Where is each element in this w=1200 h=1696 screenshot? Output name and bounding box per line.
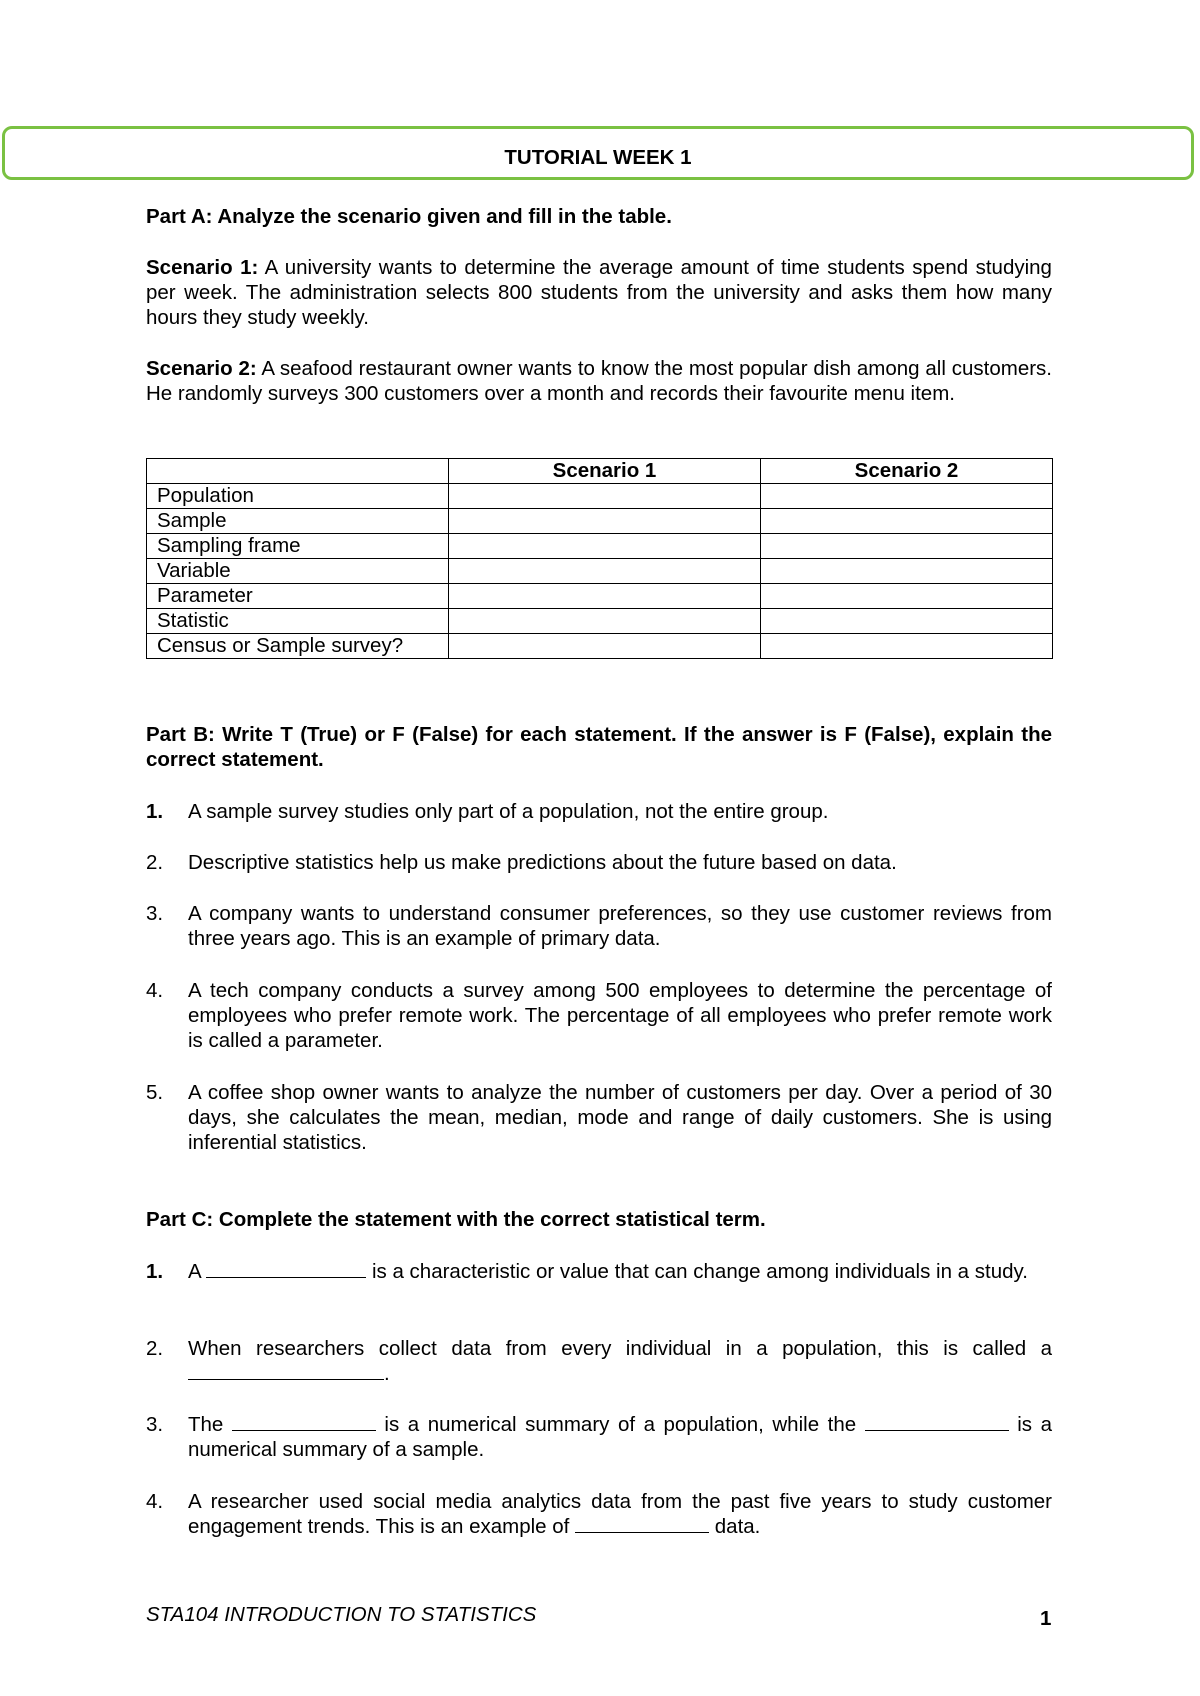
item-text: A tech company conducts a survey among 500 employees to determine the percentage of employees who prefer remote work. The percentage of all employees who prefer remote work is called a parameter. (188, 979, 1052, 1052)
table-header-cell (147, 459, 449, 484)
answer-cell[interactable] (449, 534, 761, 559)
page-number: 1 (1040, 1607, 1052, 1630)
row-label: Population (147, 484, 449, 509)
item-text-pre: The (188, 1413, 224, 1436)
table-row (147, 634, 1053, 659)
answer-cell[interactable] (761, 634, 1053, 659)
item-text-pre: A researcher used social media analytics data from the past five years to study customer engagement trends. This is an example of (188, 1490, 1052, 1538)
row-label: Statistic (147, 609, 449, 634)
item-number: 4. (146, 979, 164, 1002)
answer-cell[interactable] (449, 509, 761, 534)
item-text-mid: is a numerical summary of a population, while the (384, 1413, 857, 1436)
row-label: Sampling frame (147, 534, 449, 559)
item-text: A company wants to understand consumer preferences, so they use customer reviews from three years ago. This is an example of primary data. (188, 902, 1052, 950)
table-row (147, 509, 1053, 534)
list-item (146, 978, 1052, 1053)
answer-cell[interactable] (449, 609, 761, 634)
row-label: Sample (147, 509, 449, 534)
item-number: 1. (146, 1260, 164, 1283)
scenario-2 (146, 356, 1052, 406)
list-item (146, 1336, 1052, 1386)
list-item (146, 850, 1052, 875)
title-box (2, 126, 1194, 180)
item-text (188, 1489, 1052, 1539)
table-row (147, 584, 1053, 609)
table-header-cell: Scenario 2 (761, 459, 1053, 484)
item-text-post: is a numerical summary of a sample. (188, 1413, 1052, 1461)
item-number: 2. (146, 851, 164, 874)
table-header-cell: Scenario 1 (449, 459, 761, 484)
answer-blank[interactable] (206, 1259, 366, 1278)
answer-cell[interactable] (761, 559, 1053, 584)
item-text-post: . (384, 1362, 390, 1385)
answer-cell[interactable] (761, 509, 1053, 534)
list-item (146, 1489, 1052, 1539)
list-item (146, 1412, 1052, 1462)
footer-course: STA104 INTRODUCTION TO STATISTICS (146, 1603, 537, 1626)
answer-cell[interactable] (449, 559, 761, 584)
part-a-heading: Part A: Analyze the scenario given and fill in the table. (146, 205, 672, 228)
list-item (146, 799, 1052, 824)
item-text: A coffee shop owner wants to analyze the number of customers per day. Over a period of 30 days, she calculates the mean, median, mode and range of daily customers. She is using inferential statistics. (188, 1081, 1052, 1154)
scenario-table (146, 458, 1053, 659)
table-header-row (147, 459, 1053, 484)
scenario-1-text: A university wants to determine the average amount of time students spend studying per week. The administration selects 800 students from the university and asks them how many hours they study weekly. (146, 256, 1052, 329)
answer-cell[interactable] (761, 584, 1053, 609)
row-label: Variable (147, 559, 449, 584)
answer-blank[interactable] (232, 1412, 376, 1431)
item-text-pre: When researchers collect data from every individual in a population, this is called a (188, 1337, 1052, 1360)
item-text (188, 1336, 1052, 1386)
answer-cell[interactable] (761, 534, 1053, 559)
scenario-1 (146, 255, 1052, 330)
row-label: Parameter (147, 584, 449, 609)
table-row (147, 484, 1053, 509)
answer-cell[interactable] (449, 634, 761, 659)
page-title: TUTORIAL WEEK 1 (504, 146, 692, 169)
part-b-heading: Part B: Write T (True) or F (False) for each statement. If the answer is F (False), explain the correct statement. (146, 723, 1052, 771)
item-number: 3. (146, 1413, 164, 1436)
answer-cell[interactable] (449, 584, 761, 609)
item-text-post: is a characteristic or value that can change among individuals in a study. (371, 1260, 1028, 1283)
item-number: 3. (146, 902, 164, 925)
item-text-post: data. (714, 1515, 761, 1538)
table-row (147, 534, 1053, 559)
item-text (188, 1259, 1052, 1284)
list-item (146, 1080, 1052, 1155)
answer-cell[interactable] (761, 484, 1053, 509)
item-number: 4. (146, 1490, 164, 1513)
scenario-2-label: Scenario 2: (146, 357, 257, 380)
part-c-heading: Part C: Complete the statement with the correct statistical term. (146, 1208, 766, 1231)
item-number: 5. (146, 1081, 164, 1104)
answer-cell[interactable] (761, 609, 1053, 634)
answer-blank[interactable] (575, 1514, 709, 1533)
table-row (147, 609, 1053, 634)
scenario-1-label: Scenario 1: (146, 256, 259, 279)
answer-blank[interactable] (865, 1412, 1009, 1431)
answer-blank[interactable] (188, 1361, 384, 1380)
item-text: A sample survey studies only part of a population, not the entire group. (188, 800, 829, 823)
item-text: Descriptive statistics help us make predictions about the future based on data. (188, 851, 897, 874)
answer-cell[interactable] (449, 484, 761, 509)
item-text (188, 1412, 1052, 1462)
item-number: 1. (146, 800, 164, 823)
scenario-2-text: A seafood restaurant owner wants to know the most popular dish among all customers. He randomly surveys 300 customers over a month and records their favourite menu item. (146, 357, 1052, 405)
list-item (146, 1259, 1052, 1284)
item-text-pre: A (188, 1260, 201, 1283)
row-label: Census or Sample survey? (147, 634, 449, 659)
list-item (146, 901, 1052, 951)
table-row (147, 559, 1053, 584)
item-number: 2. (146, 1337, 164, 1360)
